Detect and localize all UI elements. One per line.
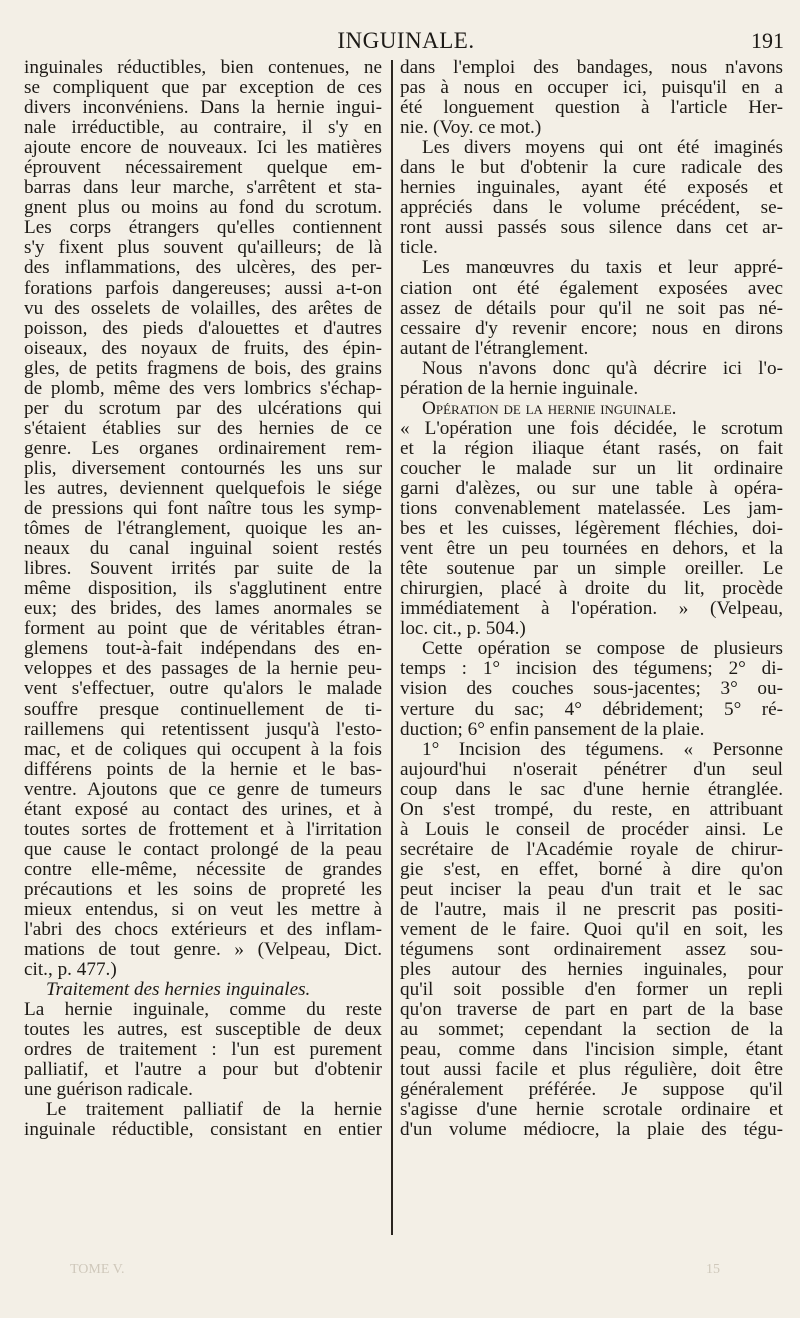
text-line: Les manœuvres du taxis et leur appré- (422, 258, 783, 279)
text-line: même disposition, ils s'agglutinent entre (24, 579, 382, 600)
text-line: nie. (Voy. ce mot.) (400, 118, 542, 139)
text-line: libres. Souvent irrités par suite de la (24, 559, 382, 580)
text-line: « L'opération une fois décidée, le scrotum (400, 418, 783, 439)
text-line: dans le but d'obtenir la cure radicale des (400, 158, 783, 179)
text-line: et la région iliaque étant rasés, on fait (400, 438, 783, 459)
text-line: gie s'est, en effet, borné à dire qu'on (400, 859, 783, 880)
text-line: gnent plus ou moins au fond du scrotum. (24, 198, 382, 219)
left-column (24, 58, 382, 1141)
column-divider (391, 60, 393, 1235)
text-line: Opération de la hernie inguinale. (422, 398, 677, 419)
text-line: s'agisse d'une hernie scrotale ordinaire et (400, 1100, 783, 1121)
text-line: à Louis le conseil de procéder ainsi. Le (400, 819, 783, 840)
text-line: On s'est trompé, du reste, en attribuant (400, 799, 783, 820)
text-line: mieux entendus, si on veut les mettre à (24, 899, 382, 920)
text-line: tout aussi facile et plus régulière, doit être (400, 1060, 783, 1081)
text-line: tions convenablement matelassée. Les jam- (400, 499, 783, 520)
text-line: une guérison radicale. (24, 1080, 193, 1101)
text-line: mations de tout genre. » (Velpeau, Dict. (24, 940, 382, 961)
text-line: ples autour des hernies inguinales, pour (400, 960, 783, 981)
text-line: inguinale réductible, consistant en entier (24, 1120, 382, 1141)
text-line: ticle. (400, 238, 438, 259)
text-line: vent être un peu tournées en dehors, et la (400, 539, 783, 560)
text-line: chirurgien, placé à droite du lit, procède (400, 579, 783, 600)
text-line: que cause le contact prolongé de la peau (24, 839, 382, 860)
text-line: ventre. Ajoutons que ce genre de tumeurs (24, 779, 382, 800)
text-line: se compliquent que par exception de ces (24, 78, 382, 99)
text-line: ciation ont été également exposées avec (400, 278, 783, 299)
text-line: de l'autre, mais il ne prescrit pas positi- (400, 899, 783, 920)
text-line: aujourd'hui n'oserait pénétrer d'un seul (400, 759, 783, 780)
text-line: des inflammations, des ulcères, des per- (24, 258, 382, 279)
text-line: ajoute encore de nouveaux. Ici les matières (24, 138, 382, 159)
text-line: loc. cit., p. 504.) (400, 619, 526, 640)
text-line: s'y fixent plus souvent qu'ailleurs; de là (24, 238, 382, 259)
text-line: dans l'emploi des bandages, nous n'avons (400, 58, 783, 78)
text-line: plis, diversement contournés les uns sur (24, 458, 382, 479)
text-line: cessaire d'y revenir encore; nous en dirons (400, 318, 783, 339)
text-line: eux; des brides, des lames anormales se (24, 599, 382, 620)
text-line: Cette opération se compose de plusieurs (422, 639, 783, 660)
text-line: oiseaux, des noyaux de fruits, des épin- (24, 338, 382, 359)
text-line: de pressions qui font naître tous les symp- (24, 499, 382, 520)
text-line: verture du sac; 4° débridement; 5° ré- (400, 699, 783, 720)
text-line: inguinales réductibles, bien contenues, ne (24, 58, 382, 78)
text-line: pération de la hernie inguinale. (400, 378, 639, 399)
text-line: souffre presque continuellement de ti- (24, 699, 382, 720)
text-line: duction; 6° enfin pansement de la plaie. (400, 719, 705, 740)
text-line: étant exposé au contact des urines, et à (24, 799, 382, 820)
text-line: immédiatement à l'opération. » (Velpeau, (400, 599, 783, 620)
text-line: garni d'alèzes, ou sur une table à opéra- (400, 478, 783, 499)
text-line: vent s'effectuer, outre qu'alors le malade (24, 679, 382, 700)
text-line: les autres, deviennent quelquefois le siége (24, 478, 382, 499)
text-line: per du scrotum par des ulcérations qui (24, 398, 382, 419)
text-line: ordres de traitement : l'un est purement (24, 1040, 382, 1061)
text-line: La hernie inguinale, comme du reste (24, 1000, 382, 1021)
text-line: qu'on traverse de part en part de la base (400, 1000, 783, 1021)
footer-signature: 15 (706, 1262, 720, 1277)
text-line: précautions et les soins de propreté les (24, 879, 382, 900)
text-line: différens points de la hernie et le bas- (24, 759, 382, 780)
text-line: veloppes et des passages de la hernie peu- (24, 659, 382, 680)
text-line: forment au point que de véritables étran- (24, 619, 382, 640)
text-line: nale irréductible, au contraire, il s'y en (24, 118, 382, 139)
text-line: toutes sortes de frottement et à l'irritation (24, 819, 382, 840)
text-line: cit., p. 477.) (24, 960, 117, 981)
text-line: appréciés dans le volume précédent, se- (400, 198, 783, 219)
text-line: neaux du canal inguinal soient restés (24, 539, 382, 560)
text-line: Le traitement palliatif de la hernie (46, 1100, 382, 1121)
running-title: INGUINALE. (337, 28, 475, 53)
text-line: généralement préférée. Je suppose qu'il (400, 1080, 783, 1101)
text-line: pas à nous en occuper ici, puisqu'il en a (400, 78, 783, 99)
text-line: Traitement des hernies inguinales. (46, 980, 311, 1001)
text-line: gles, de petits fragmens de bois, des grains (24, 358, 382, 379)
text-line: 1° Incision des tégumens. « Personne (422, 739, 783, 760)
text-line: peut inciser la peau d'un trait et le sac (400, 879, 783, 900)
text-line: tégumens sont ordinairement assez sou- (400, 940, 783, 961)
text-line: contre elle-même, nécessite de grandes (24, 859, 382, 880)
text-line: coup dans le sac d'une hernie étranglée. (400, 779, 783, 800)
text-line: Nous n'avons donc qu'à décrire ici l'o- (422, 358, 783, 379)
text-line: secrétaire de l'Académie royale de chirur- (400, 839, 783, 860)
text-line: tête soutenue par un simple oreiller. Le (400, 559, 783, 580)
text-line: vement de le faire. Quoi qu'il en soit, les (400, 920, 783, 941)
text-line: éprouvent nécessairement quelque em- (24, 158, 382, 179)
text-line: toutes les autres, est susceptible de deux (24, 1020, 382, 1041)
text-line: genre. Les organes ordinairement rem- (24, 438, 382, 459)
text-line: Les divers moyens qui ont été imaginés (422, 138, 783, 159)
text-line: autant de l'étranglement. (400, 338, 589, 359)
text-line: tômes de l'étranglement, quoique les an- (24, 519, 382, 540)
text-line: palliatif, et l'autre a pour but d'obtenir (24, 1060, 382, 1081)
text-line: hernies inguinales, ayant été exposés et (400, 178, 783, 199)
page-number: 191 (751, 28, 784, 53)
text-line: bes et les cuisses, légèrement fléchies, doi- (400, 519, 783, 540)
text-line: assez de détails pour qu'il ne soit pas né- (400, 298, 783, 319)
text-line: glemens tout-à-fait indépendans des en- (24, 639, 382, 660)
text-line: d'un volume médiocre, la plaie des tégu- (400, 1120, 783, 1141)
text-line: mac, et de coliques qui occupent à la fois (24, 739, 382, 760)
text-line: barras dans leur marche, s'arrêtent et sta- (24, 178, 382, 199)
text-line: divers inconvéniens. Dans la hernie ingui- (24, 98, 382, 119)
text-line: peau, comme dans l'incision simple, étant (400, 1040, 783, 1061)
text-line: coucher le malade sur un lit ordinaire (400, 458, 783, 479)
text-line: qu'il soit possible d'en former un repli (400, 980, 783, 1001)
text-line: ront aussi passés sous silence dans cet ar- (400, 218, 783, 239)
text-line: été longuement question à l'article Her- (400, 98, 783, 119)
text-line: de plomb, même des vers lombrics s'échap- (24, 378, 382, 399)
right-column (400, 58, 783, 1141)
text-line: au sommet; cependant la section de la (400, 1020, 783, 1041)
text-line: temps : 1° incision des tégumens; 2° di- (400, 659, 783, 680)
footer-volume: TOME V. (70, 1262, 125, 1277)
text-line: poisson, des pieds d'alouettes et d'autres (24, 318, 382, 339)
text-line: raillemens qui retentissent jusqu'à l'esto- (24, 719, 382, 740)
text-line: vu des osselets de volailles, des arêtes de (24, 298, 382, 319)
text-line: s'étaient établies sur des hernies de ce (24, 418, 382, 439)
text-line: l'abri des chocs extérieurs et des inflam- (24, 920, 382, 941)
page-header (24, 26, 788, 56)
text-line: Les corps étrangers qu'elles contiennent (24, 218, 382, 239)
text-line: forations parfois dangereuses; aussi a-t-on (24, 278, 382, 299)
text-line: vision des couches sous-jacentes; 3° ou- (400, 679, 783, 700)
